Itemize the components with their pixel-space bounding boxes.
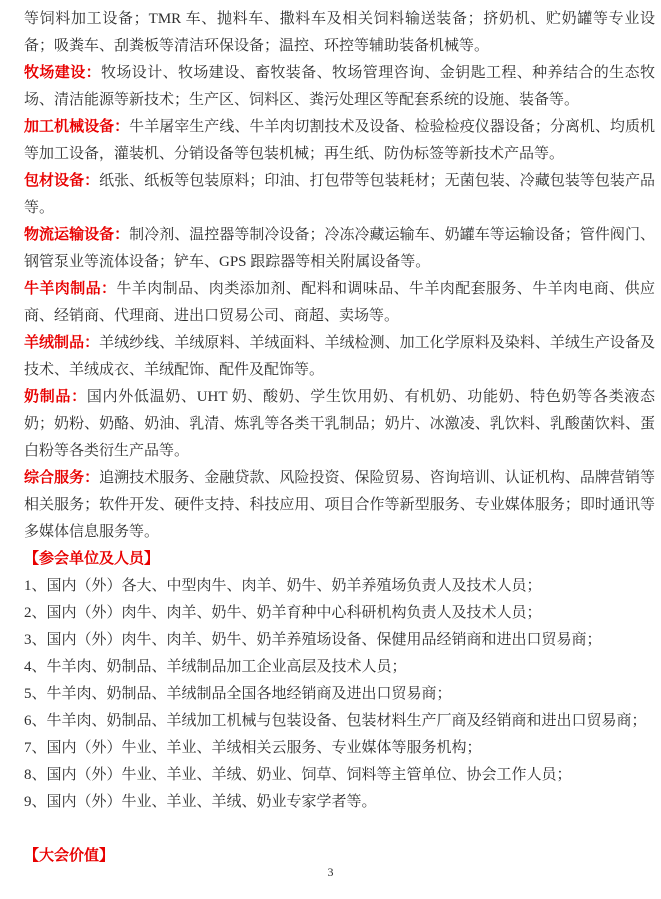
value-heading: 【大会价值】 bbox=[24, 848, 115, 864]
section-label: 羊绒制品： bbox=[24, 335, 100, 351]
page-number: 3 bbox=[327, 865, 334, 879]
attendee-item-5: 5、牛羊肉、奶制品、羊绒制品全国各地经销商及进出口贸易商； bbox=[24, 686, 452, 702]
attendee-item-1: 1、国内（外）各大、中型肉牛、肉羊、奶牛、奶羊养殖场负责人及技术人员； bbox=[24, 578, 542, 594]
attendee-item-4: 4、牛羊肉、奶制品、羊绒制品加工企业高层及技术人员； bbox=[24, 659, 407, 675]
paragraph-beef-mutton-products bbox=[24, 276, 655, 330]
section-label: 加工机械设备： bbox=[24, 119, 130, 135]
section-label: 物流运输设备： bbox=[24, 227, 130, 243]
paragraph-text: 牛羊肉制品、肉类添加剂、配料和调味品、牛羊肉配套服务、牛羊肉电商、供应商、经销商、代理商、进出口贸易公司、商超、卖场等。 bbox=[24, 281, 655, 324]
section-label: 牛羊肉制品： bbox=[24, 281, 117, 297]
attendee-item-9: 9、国内（外）牛业、羊业、羊绒、奶业专家学者等。 bbox=[24, 794, 377, 810]
attendee-item-6: 6、牛羊肉、奶制品、羊绒加工机械与包装设备、包装材料生产厂商及经销商和进出口贸易商； bbox=[24, 713, 647, 729]
section-label: 牧场建设： bbox=[24, 65, 101, 81]
paragraph-text: 羊绒纱线、羊绒原料、羊绒面料、羊绒检测、加工化学原料及染料、羊绒生产设备及技术、羊绒成衣、羊绒配饰、配件及配饰等。 bbox=[24, 335, 655, 378]
paragraph-text: 牧场设计、牧场建设、畜牧装备、牧场管理咨询、金钥匙工程、种养结合的生态牧场、清洁能源等新技术；生产区、饲料区、粪污处理区等配套系统的设施、装备等。 bbox=[24, 65, 655, 108]
section-label: 奶制品： bbox=[24, 389, 87, 405]
attendee-item-2: 2、国内（外）肉牛、肉羊、奶牛、奶羊育种中心科研机构负责人及技术人员； bbox=[24, 605, 542, 621]
attendee-item-8: 8、国内（外）牛业、羊业、羊绒、奶业、饲草、饲料等主管单位、协会工作人员； bbox=[24, 767, 572, 783]
paragraph-text: 国内外低温奶、UHT 奶、酸奶、学生饮用奶、有机奶、功能奶、特色奶等各类液态奶；奶粉、奶酪、奶油、乳清、炼乳等各类干乳制品；奶片、冰激凌、乳饮料、乳酸菌饮料、蛋白粉等各类衍生产品等。 bbox=[24, 389, 655, 459]
paragraph-ranch-construction bbox=[24, 60, 655, 114]
paragraph-text: 牛羊屠宰生产线、牛羊肉切割技术及设备、检验检疫仪器设备；分离机、均质机等加工设备，灌装机、分销设备等包装机械；再生纸、防伪标签等新技术产品等。 bbox=[24, 119, 655, 162]
paragraph-cashmere-products bbox=[24, 330, 655, 384]
paragraph-feed-equipment-continued bbox=[24, 6, 655, 60]
section-label: 包材设备： bbox=[24, 173, 100, 189]
paragraph-text: 制冷剂、温控器等制冷设备；冷冻冷藏运输车、奶罐车等运输设备；管件阀门、钢管泵业等流体设备；铲车、GPS 跟踪器等相关附属设备等。 bbox=[24, 227, 655, 270]
paragraph-processing-machinery bbox=[24, 114, 655, 168]
attendee-item-3: 3、国内（外）肉牛、肉羊、奶牛、奶羊养殖场设备、保健用品经销商和进出口贸易商； bbox=[24, 632, 602, 648]
paragraph-comprehensive-services bbox=[24, 465, 655, 546]
paragraph-packaging-equipment bbox=[24, 168, 655, 222]
paragraph-text: 等饲料加工设备；TMR 车、抛料车、撒料车及相关饲料输送装备；挤奶机、贮奶罐等专业设备；吸粪车、刮粪板等清洁环保设备；温控、环控等辅助装备机械等。 bbox=[24, 11, 655, 54]
section-label: 综合服务： bbox=[24, 470, 100, 486]
paragraph-text: 纸张、纸板等包装原料；印油、打包带等包装耗材；无菌包装、冷藏包装等包装产品等。 bbox=[24, 173, 655, 216]
attendees-heading: 【参会单位及人员】 bbox=[24, 551, 160, 567]
attendee-item-7: 7、国内（外）牛业、羊业、羊绒相关云服务、专业媒体等服务机构； bbox=[24, 740, 482, 756]
paragraph-dairy-products bbox=[24, 384, 655, 465]
paragraph-text: 追溯技术服务、金融贷款、风险投资、保险贸易、咨询培训、认证机构、品牌营销等相关服务；软件开发、硬件支持、科技应用、项目合作等新型服务、专业媒体服务；即时通讯等多媒体信息服务等。 bbox=[24, 470, 655, 540]
paragraph-logistics-transport bbox=[24, 222, 655, 276]
